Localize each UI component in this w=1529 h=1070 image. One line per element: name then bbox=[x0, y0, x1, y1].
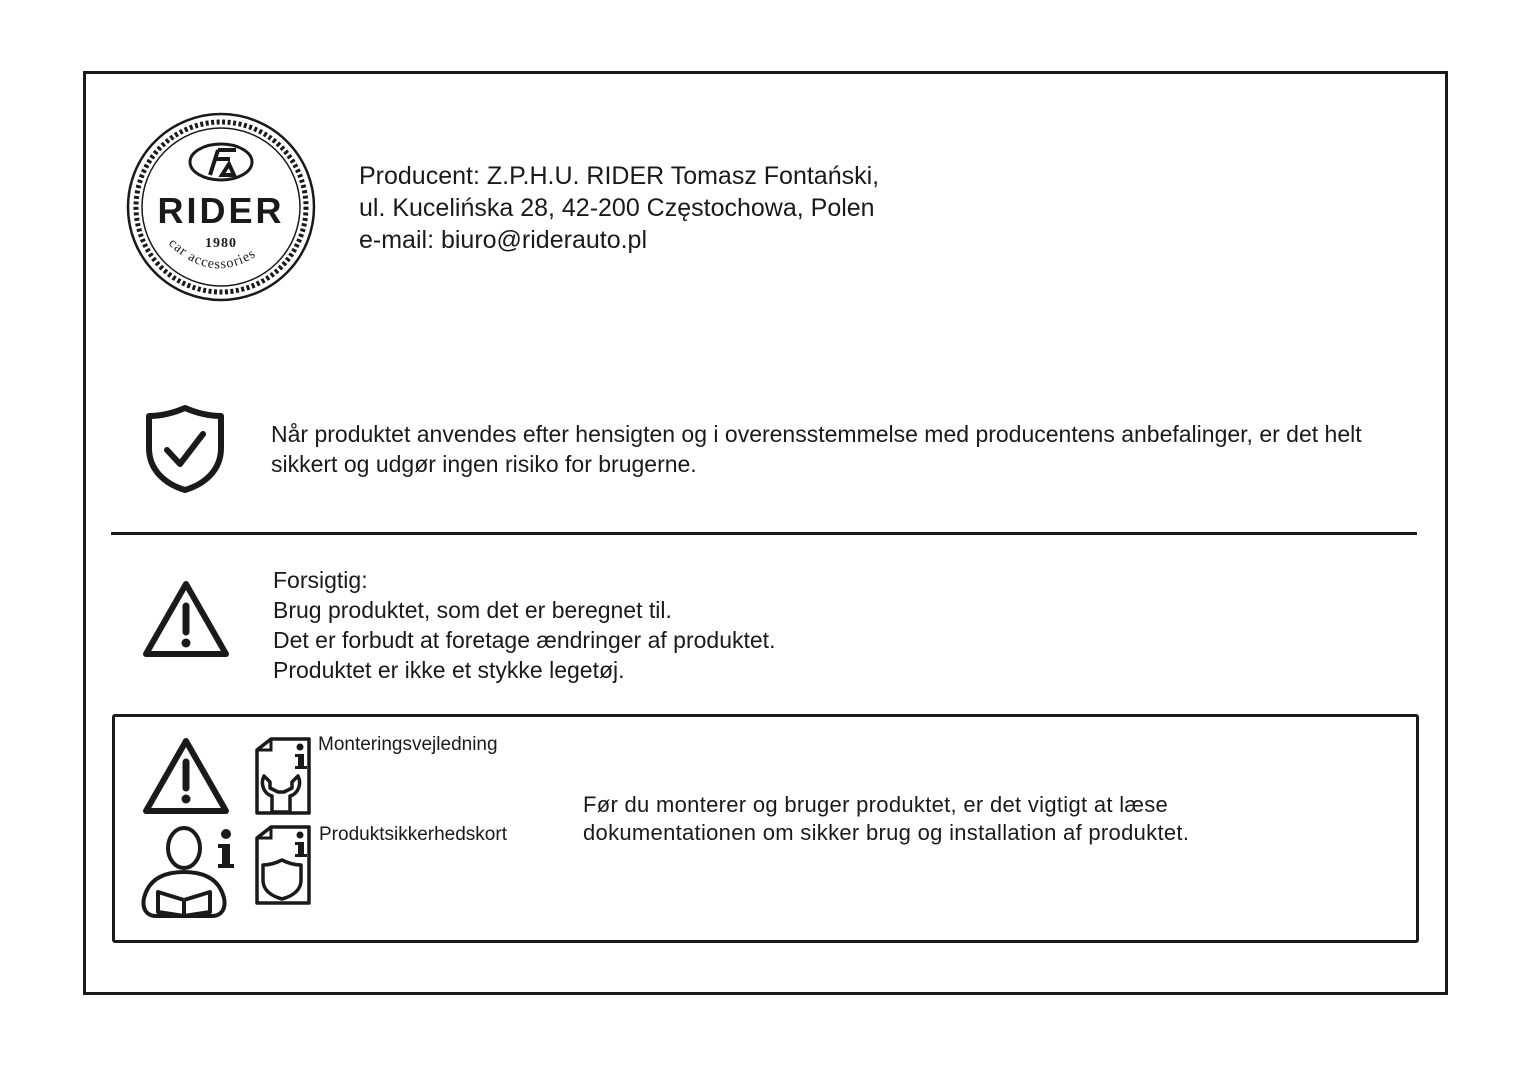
brand-name: RIDER bbox=[157, 190, 285, 231]
brand-year: 1980 bbox=[205, 236, 237, 251]
brand-tagline: car accessories bbox=[165, 235, 259, 273]
person-reading-info-icon bbox=[138, 824, 234, 920]
caution-title: Forsigtig: bbox=[273, 567, 368, 593]
rider-logo bbox=[126, 112, 316, 302]
caution-line-1: Brug produktet, som det er beregnet til. bbox=[273, 597, 672, 623]
producer-email: e-mail: biuro@riderauto.pl bbox=[359, 226, 648, 254]
read-documentation-text: Før du monterer og bruger produktet, er det vigtigt at læse dokumentationen om sikker brug og installation af produktet. bbox=[583, 792, 1190, 845]
producer-line-1: Producent: Z.P.H.U. RIDER Tomasz Fontański, bbox=[359, 162, 880, 190]
safety-card-shield-icon bbox=[254, 824, 312, 906]
warning-triangle-icon bbox=[142, 578, 230, 660]
producer-info bbox=[359, 160, 879, 256]
safety-statement: Når produktet anvendes efter hensigten og i overensstemmelse med producentens anbefalinger, er det helt sikkert og udgør ingen risiko for brugerne. bbox=[271, 421, 1362, 477]
assembly-manual-label: Monteringsvejledning bbox=[318, 734, 498, 755]
caution-line-3: Produktet er ikke et stykke legetøj. bbox=[273, 657, 625, 683]
section-divider bbox=[111, 532, 1417, 535]
safety-card-label: Produktsikkerhedskort bbox=[319, 824, 507, 845]
caution-line-2: Det er forbudt at foretage ændringer af produktet. bbox=[273, 627, 776, 653]
caution-block bbox=[273, 565, 775, 685]
producer-line-2: ul. Kucelińska 28, 42-200 Częstochowa, Polen bbox=[359, 194, 875, 222]
warning-triangle-icon bbox=[142, 736, 230, 816]
manual-wrench-icon bbox=[254, 736, 312, 816]
shield-check-icon bbox=[143, 404, 227, 494]
